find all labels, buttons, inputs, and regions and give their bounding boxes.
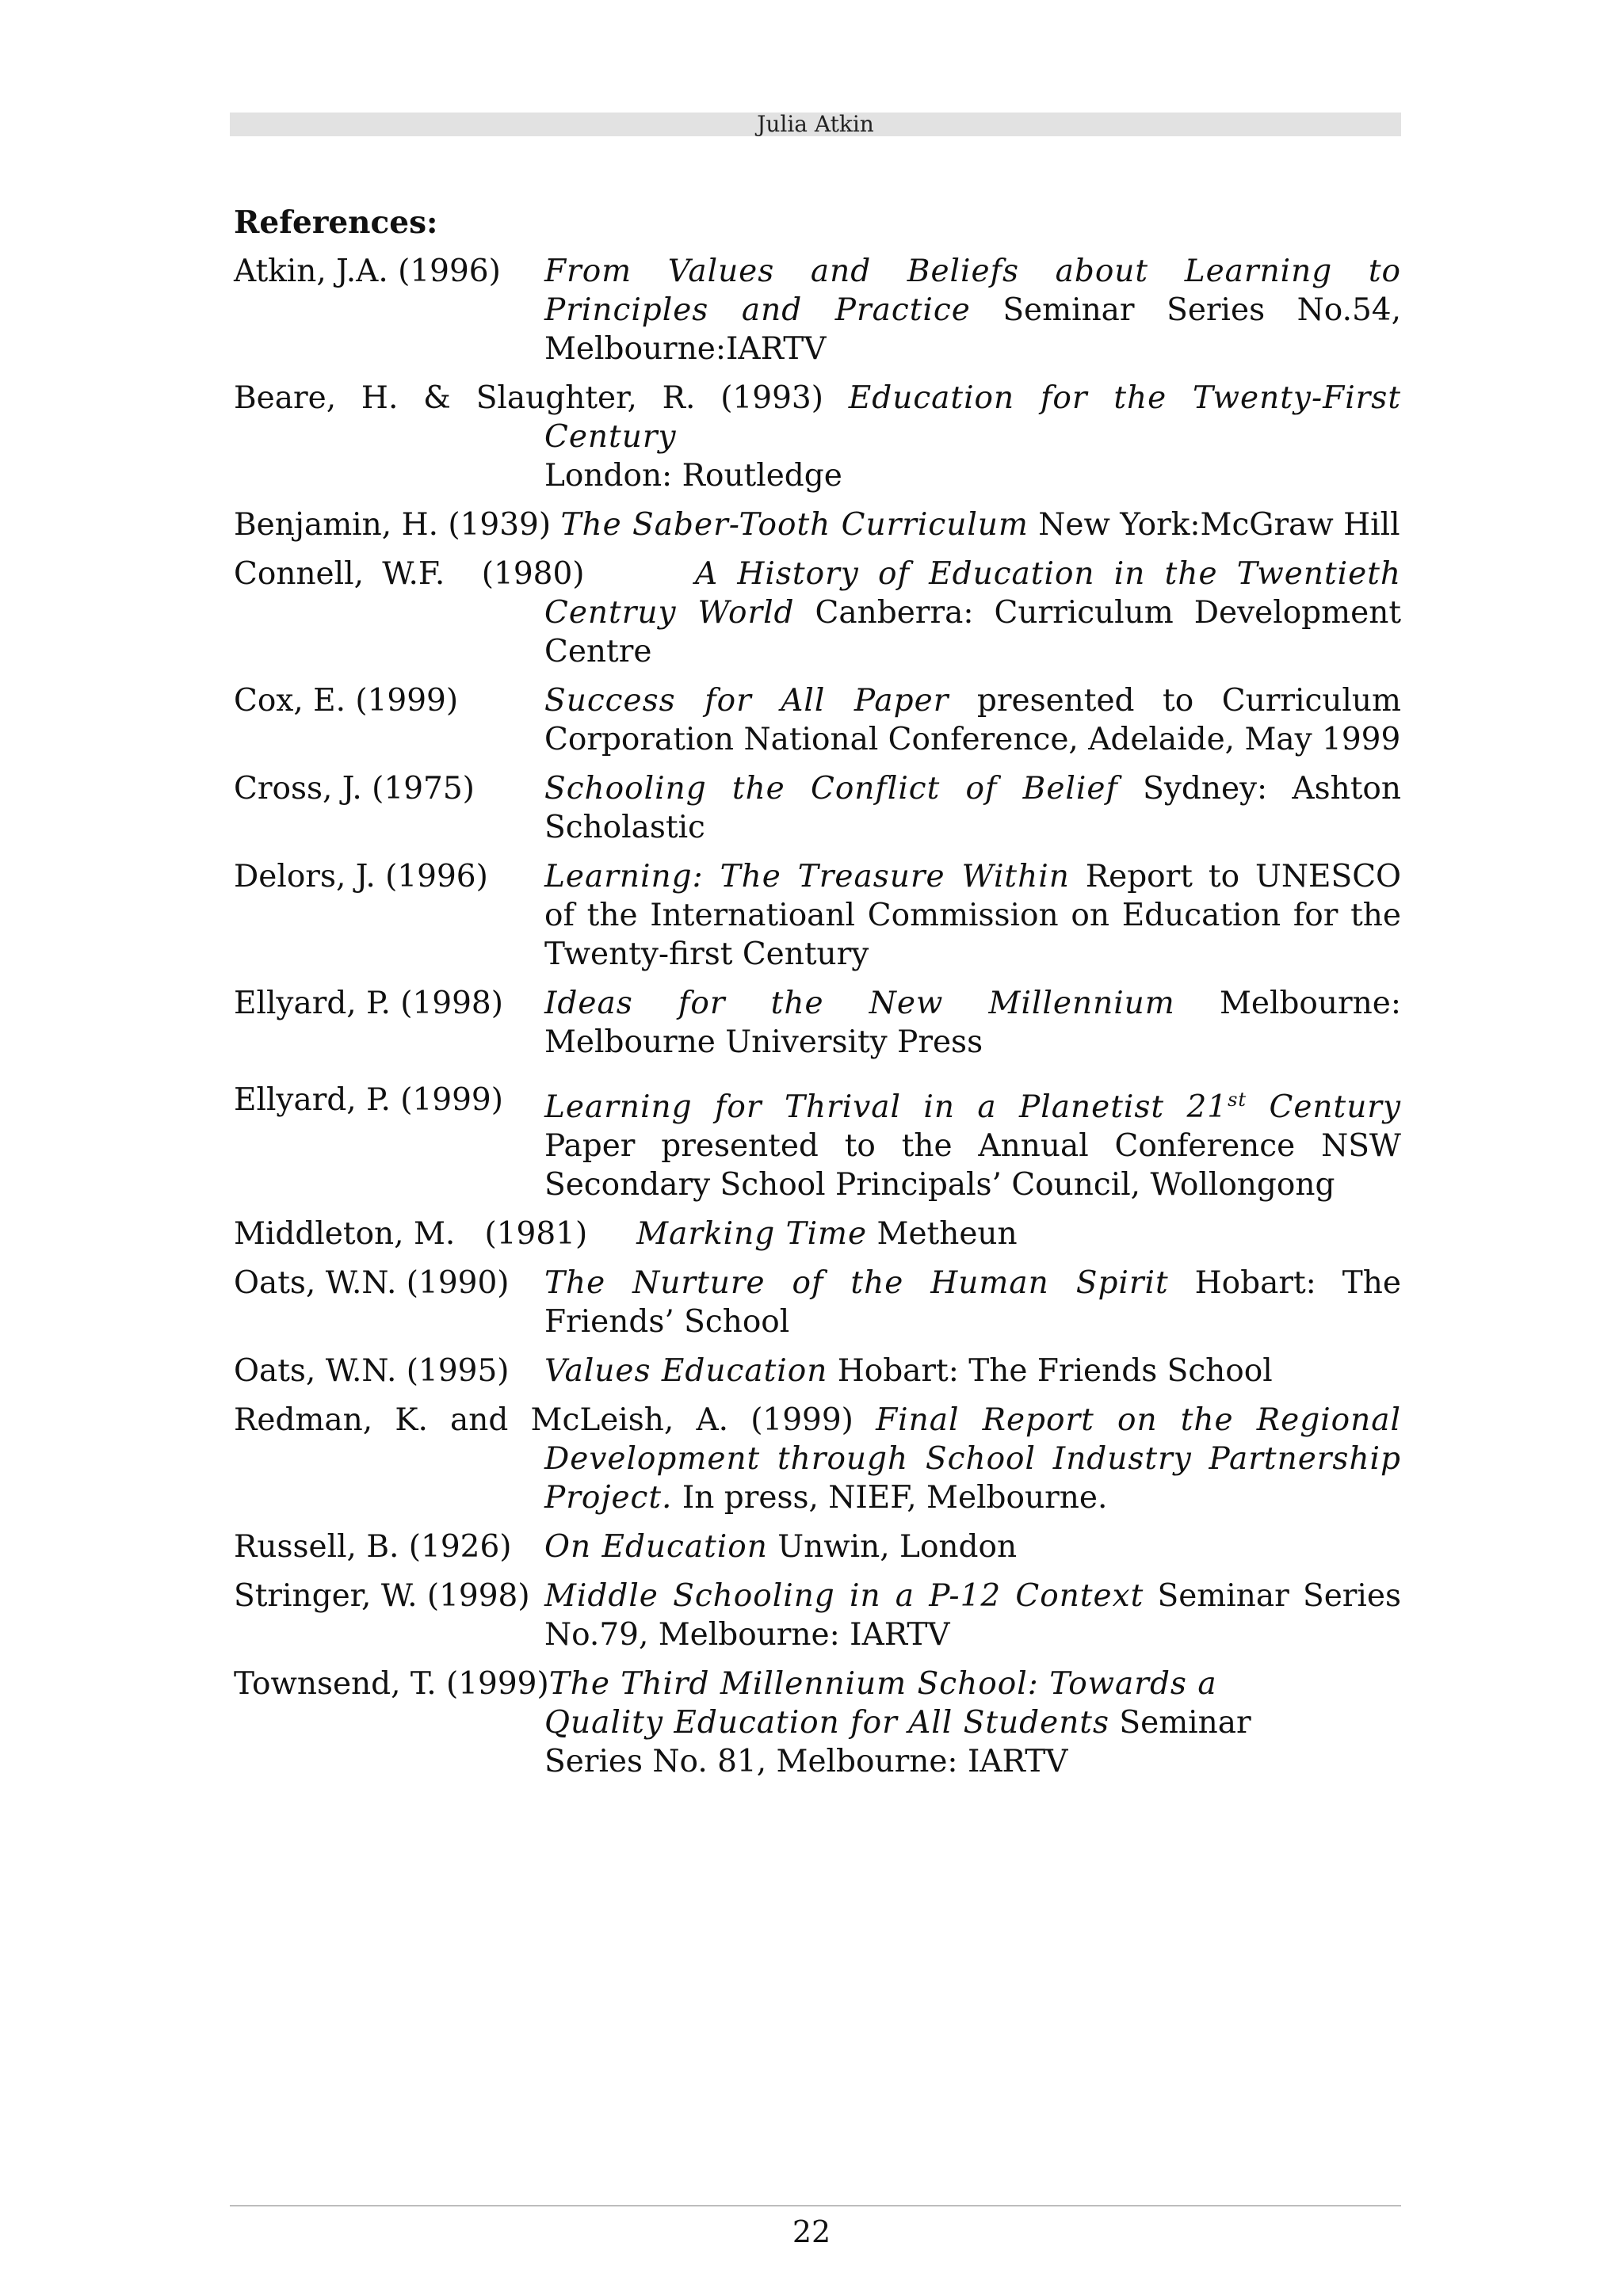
reference-item: [234, 1665, 1401, 1781]
reference-details: Paper presented to the Annual Conference NSW Secondary School Principals’ Council, Wollongong: [544, 1128, 1401, 1203]
reference-item: [234, 1352, 1401, 1390]
reference-title: A History of Education in the Twentieth Centruy World: [544, 556, 1401, 631]
reference-author: Benjamin, H. (1939): [234, 507, 561, 543]
reference-title: Ideas for the New Millennium: [544, 986, 1175, 1021]
reference-author: Ellyard, P. (1999): [234, 1082, 503, 1118]
reference-title: Learning for Thrival in a Planetist 21: [544, 1089, 1228, 1125]
reference-author: Oats, W.N. (1990): [234, 1265, 510, 1301]
reference-item: [234, 505, 1401, 544]
reference-title: Middle Schooling in a P-12 Context: [544, 1578, 1144, 1614]
reference-item: [234, 681, 1401, 759]
reference-title: From Values and Beliefs about Learning to Principles and Practice: [544, 254, 1401, 328]
reference-author: Ellyard, P. (1998): [234, 986, 503, 1021]
reference-details: In press, NIEF, Melbourne.: [672, 1480, 1108, 1516]
reference-author: Redman, K. and McLeish, A. (1999): [234, 1402, 876, 1438]
reference-title: Education for the Twenty-First Century: [544, 380, 1401, 455]
reference-title: Final Report on the Regional Development through School Industry Partnership Project.: [544, 1402, 1402, 1516]
reference-item: [234, 252, 1401, 368]
reference-title-end: Century: [1247, 1089, 1401, 1125]
running-header-title: Julia Atkin: [757, 111, 874, 137]
footer-divider: [230, 2205, 1401, 2206]
reference-details: presented to Curriculum Corporation National Conference, Adelaide, May 1999: [544, 683, 1401, 757]
reference-author: Cox, E. (1999): [234, 683, 459, 719]
reference-details: Seminar Series No.79, Melbourne: IARTV: [544, 1578, 1401, 1653]
reference-author: Delors, J. (1996): [234, 859, 488, 894]
reference-author: Stringer, W. (1998): [234, 1578, 530, 1614]
reference-title: On Education: [544, 1529, 768, 1565]
reference-details: Metheun: [867, 1216, 1018, 1252]
reference-author: Cross, J. (1975): [234, 771, 475, 807]
running-header: [230, 113, 1401, 136]
reference-details: Seminar Series No. 81, Melbourne: IARTV: [544, 1705, 1251, 1779]
reference-item: [234, 1527, 1401, 1566]
reference-author: Townsend, T. (1999): [234, 1666, 549, 1702]
reference-title: The Third Millennium School: Towards a Quality Education for All Students: [544, 1666, 1217, 1741]
reference-item: [234, 1401, 1401, 1517]
reference-title: The Nurture of the Human Spirit: [544, 1265, 1169, 1301]
reference-title: Values Education: [544, 1353, 828, 1389]
reference-title: Schooling the Conflict of Belief: [544, 771, 1118, 807]
reference-details: Hobart: The Friends’ School: [544, 1265, 1401, 1340]
reference-item: [234, 379, 1401, 495]
reference-details: Seminar Series No.54, Melbourne:IARTV: [544, 292, 1401, 367]
reference-item: [234, 1264, 1401, 1341]
reference-details: London: Routledge: [544, 458, 842, 494]
reference-author: Middleton, M. (1981): [234, 1216, 637, 1252]
reference-details: Unwin, London: [767, 1529, 1018, 1565]
section-title: References:: [234, 204, 438, 241]
reference-item: [234, 1215, 1401, 1253]
reference-author: Atkin, J.A. (1996): [234, 254, 501, 289]
reference-author: Oats, W.N. (1995): [234, 1353, 510, 1389]
reference-details: Report to UNESCO of the Internatioanl Commission on Education for the Twenty-first Century: [544, 859, 1402, 972]
reference-details: New York:McGraw Hill: [1028, 507, 1400, 543]
reference-title: Marking Time: [636, 1216, 868, 1252]
reference-author: Beare, H. & Slaughter, R. (1993): [234, 380, 849, 416]
reference-author: Connell, W.F. (1980): [234, 556, 695, 592]
reference-item: [234, 555, 1401, 671]
reference-details: Hobart: The Friends School: [827, 1353, 1273, 1389]
reference-title: The Saber-Tooth Curriculum: [560, 507, 1029, 543]
reference-item: [234, 1577, 1401, 1654]
reference-title-superscript: st: [1228, 1089, 1247, 1111]
reference-item: [234, 769, 1401, 847]
reference-title: Learning: The Treasure Within: [544, 859, 1070, 894]
reference-title: Success for All Paper: [544, 683, 949, 719]
reference-list: [234, 252, 1401, 1791]
reference-author: Russell, B. (1926): [234, 1529, 512, 1565]
reference-details: Sydney: Ashton Scholastic: [544, 771, 1401, 845]
page-number: 22: [792, 2214, 831, 2249]
reference-item: [234, 984, 1401, 1062]
reference-item: [234, 857, 1401, 974]
reference-details: Melbourne: Melbourne University Press: [544, 986, 1401, 1060]
reference-details: Canberra: Curriculum Development Centre: [544, 595, 1401, 669]
reference-item: [234, 1081, 1401, 1204]
